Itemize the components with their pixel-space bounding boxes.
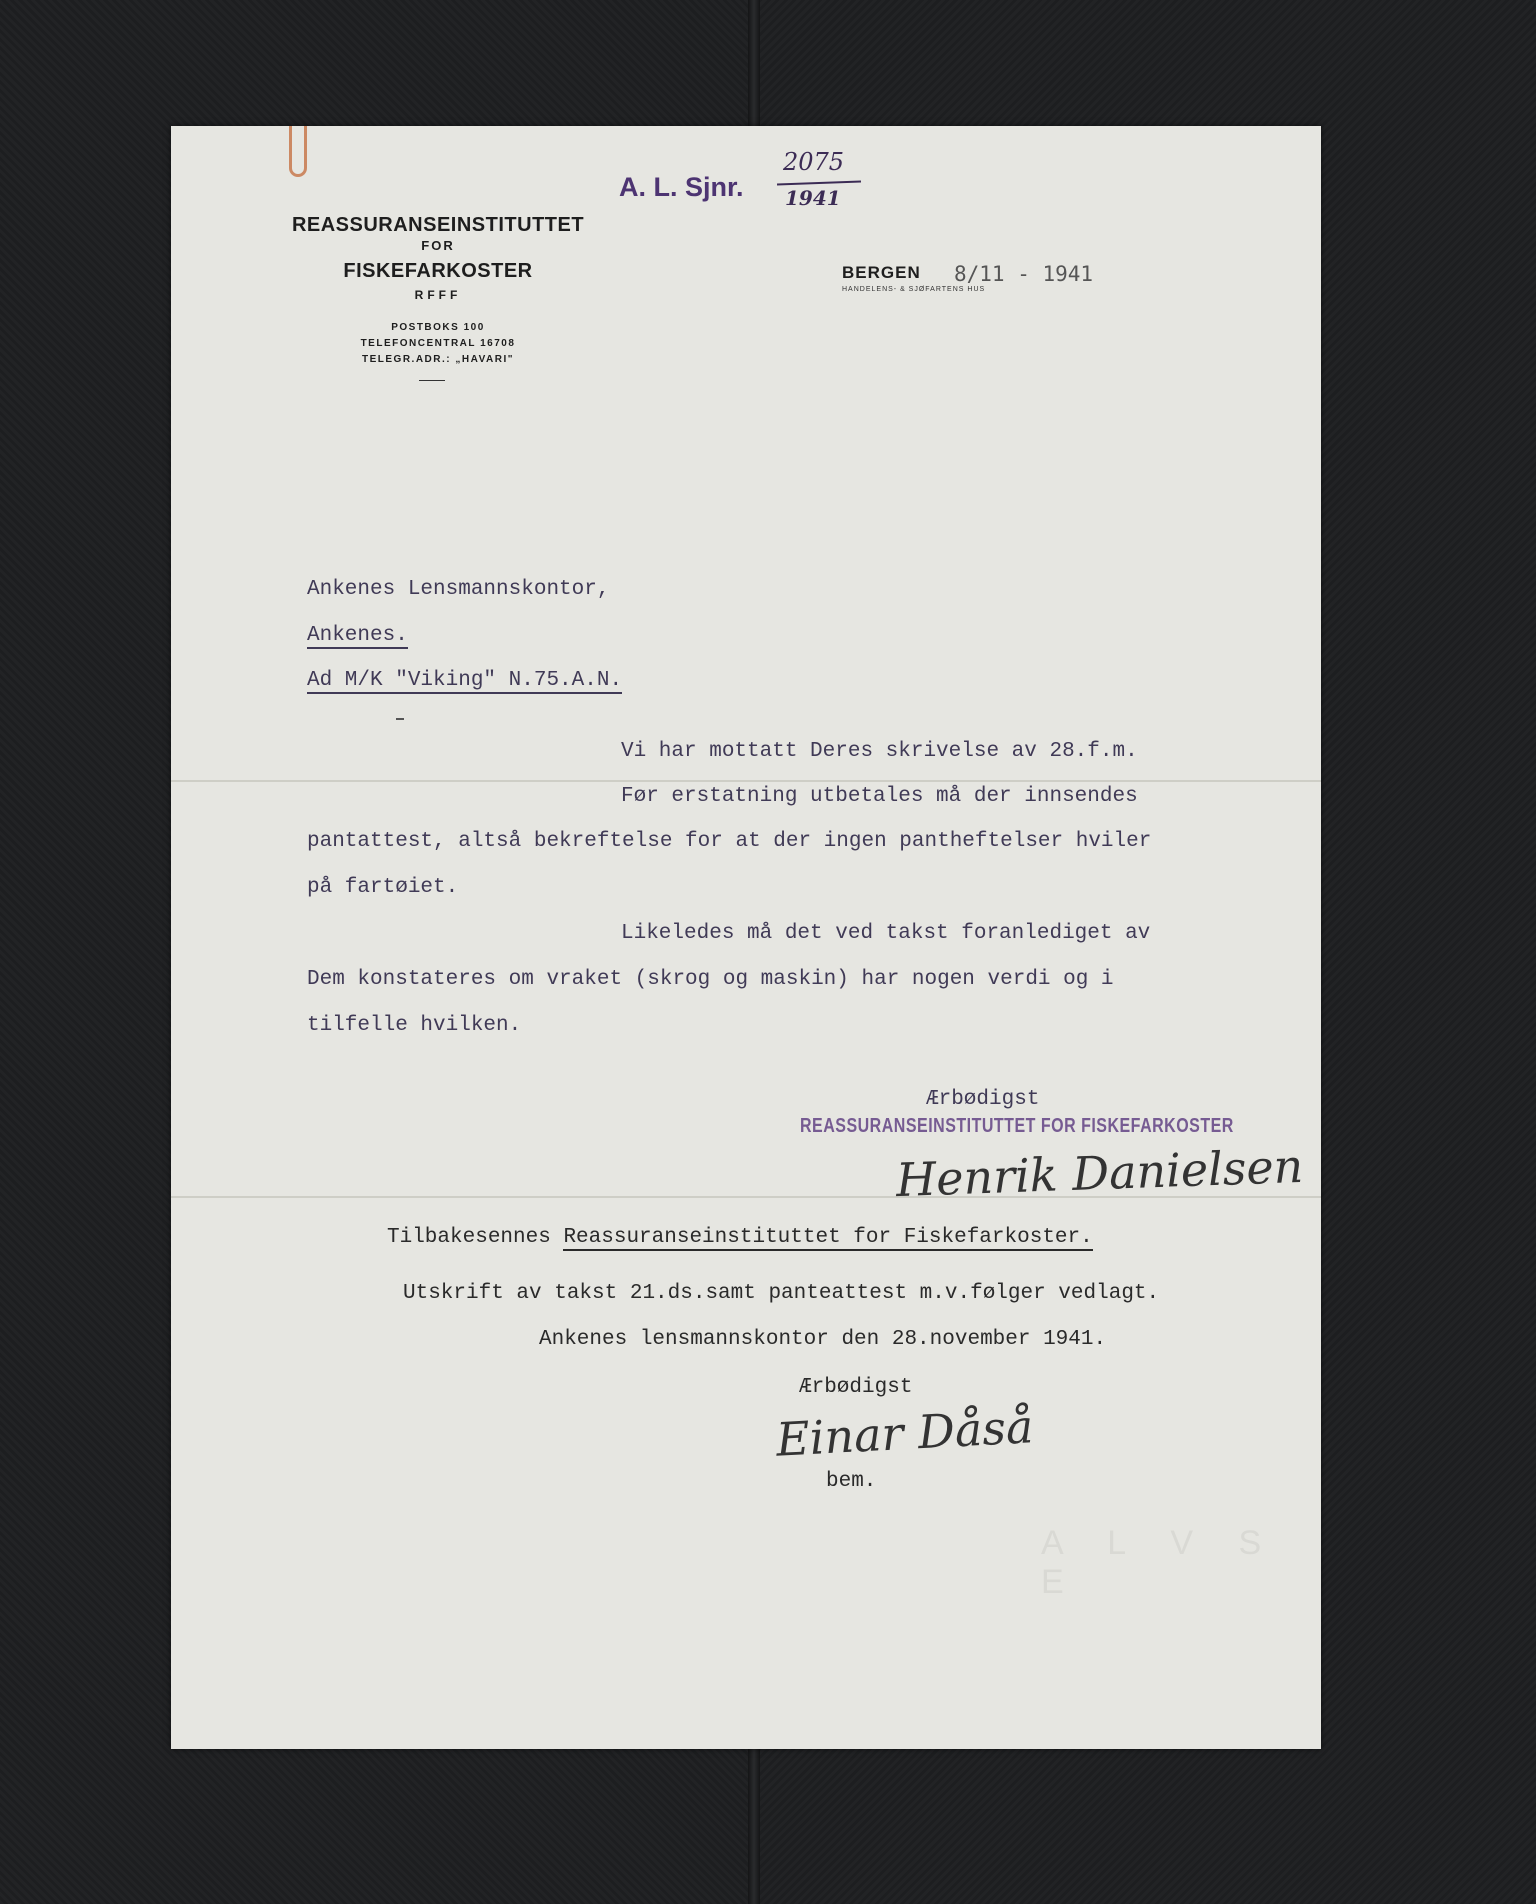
reply-line-2: Utskrift av takst 21.ds.samt panteattest m.v.følger vedlagt. (403, 1282, 1160, 1305)
bleed-through-watermark: A L V S E (1041, 1524, 1280, 1601)
paper-fold-line (171, 780, 1321, 782)
letterhead-org-name: REASSURANSEINSTITUTTET (291, 214, 585, 236)
registry-stamp-number: 2075 (783, 148, 845, 176)
letterhead-city-subtitle: HANDELENS- & SJØFARTENS HUS (842, 286, 986, 293)
registry-stamp-year: 1941 (785, 186, 841, 210)
letterhead-org-name-2: FISKEFARKOSTER (343, 260, 533, 282)
recipient-line-1: Ankenes Lensmannskontor, (307, 578, 610, 601)
letter-sheet (171, 126, 1321, 1749)
signature-1: Henrik Danielsen (895, 1138, 1305, 1208)
letterhead-phone: TELEFONCENTRAL 16708 (360, 338, 516, 349)
body-line: Før erstatning utbetales må der innsendes (621, 785, 1138, 808)
body-line: på fartøiet. (307, 876, 459, 899)
signature-2: Einar Dåså (774, 1399, 1035, 1467)
pen-mark (396, 718, 404, 720)
body-line: tilfelle hvilken. (307, 1014, 522, 1037)
letterhead-abbreviation: RFFF (414, 288, 462, 302)
company-stamp: REASSURANSEINSTITUTTET FOR FISKEFARKOSTER (800, 1115, 1234, 1137)
letter-subject: Ad M/K "Viking" N.75.A.N. (307, 669, 623, 692)
letterhead-city: BERGEN (842, 263, 921, 282)
reply-line-1 (387, 1226, 1093, 1249)
letterhead-for: FOR (421, 238, 455, 253)
letterhead-postbox: POSTBOKS 100 (391, 322, 485, 333)
reply-line-1-prefix: Tilbakesennes (387, 1226, 564, 1249)
registry-stamp-label: A. L. Sjnr. (619, 172, 744, 202)
closing-text: Ærbødigst (926, 1088, 1040, 1111)
paperclip-mark (289, 126, 307, 177)
body-line: pantattest, altså bekreftelse for at der ingen pantheftelser hviler (307, 830, 1152, 853)
letter-date: 8/11 - 1941 (954, 262, 1094, 286)
letterhead-divider (419, 380, 445, 381)
reply-closing: Ærbødigst (799, 1376, 913, 1399)
recipient-line-2: Ankenes. (307, 624, 408, 647)
reply-line-1-recipient: Reassuranseinstituttet for Fiskefarkoster. (563, 1226, 1093, 1249)
registry-stamp-rule (777, 181, 861, 186)
reply-suffix: bem. (826, 1470, 877, 1493)
body-line: Vi har mottatt Deres skrivelse av 28.f.m. (621, 740, 1138, 763)
letterhead-telegram: TELEGR.ADR.: „HAVARI" (362, 354, 514, 365)
reply-line-3: Ankenes lensmannskontor den 28.november 1941. (539, 1328, 1107, 1351)
body-line: Likeledes må det ved takst foranlediget av (621, 922, 1151, 945)
body-line: Dem konstateres om vraket (skrog og maskin) har nogen verdi og i (307, 968, 1114, 991)
